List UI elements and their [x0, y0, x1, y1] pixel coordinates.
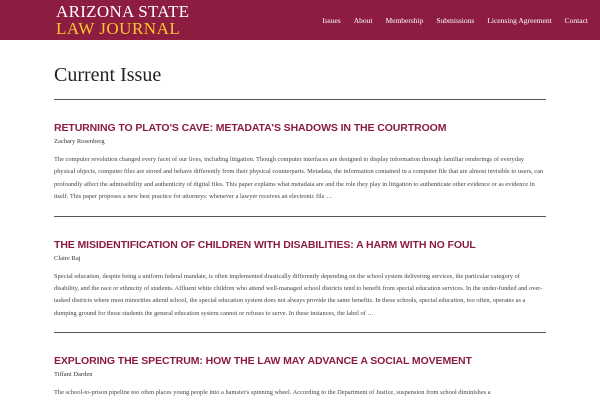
nav-submissions[interactable]: Submissions — [436, 15, 475, 25]
article-excerpt: The school-to-prison pipeline too often places young people into a hamster's spinning wheel. According to the Department of Justice, suspension from school diminishes a — [54, 389, 491, 397]
article-author: Tiffani Darden — [54, 371, 93, 379]
article-excerpt: The computer revolution changed every facet of our lives, including litigation. Though computer interfaces are designed to display information through familiar renderings of everyday physical objects, computer files are stored and behave differently from their physical counterparts. Metadata, the information contained in a computer file that are almost invisible to users, can profoundly affect the admissibility and authenticity of digital files. This paper explains what metadata are and the role they play in litigation to authenticate other evidence or as evidence in itself. This paper proposes a new best practice for attorneys: whenever a lawyer receives an electronic file … — [54, 156, 544, 201]
page-title: Current Issue — [54, 64, 162, 86]
main-nav — [309, 16, 588, 25]
article-title-link[interactable]: EXPLORING THE SPECTRUM: HOW THE LAW MAY ADVANCE A SOCIAL MOVEMENT — [54, 355, 472, 368]
nav-membership[interactable]: Membership — [385, 15, 424, 25]
nav-contact[interactable]: Contact — [564, 15, 588, 25]
article-item — [54, 333, 546, 399]
article-title-link[interactable]: THE MISIDENTIFICATION OF CHILDREN WITH DISABILITIES: A HARM WITH NO FOUL — [54, 238, 476, 251]
article-item — [54, 100, 546, 204]
site-logo[interactable] — [56, 3, 189, 37]
nav-issues[interactable]: Issues — [322, 15, 341, 25]
logo-line-2: LAW JOURNAL — [56, 19, 181, 38]
site-header — [0, 0, 600, 40]
article-excerpt: Special education, despite being a uniform federal mandate, is often implemented drastically differently depending on the school system delivering services, the particular category of disability, and the race or ethnicity of students. Affluent white children who attend well-managed school districts tend to benefit from special education services. In the under-funded and over-tasked districts where most minorities attend school, the special education system does not always provide the same benefits. In these schools, special education, too often, operates as a dumping ground for those students the general education system cannot or refuses to serve. In these instances, the label of … — [54, 272, 543, 317]
nav-licensing-agreement[interactable]: Licensing Agreement — [487, 15, 552, 25]
nav-about[interactable]: About — [353, 15, 373, 25]
main-content — [0, 63, 600, 400]
article-item — [54, 217, 546, 321]
logo-line-1: ARIZONA STATE — [56, 2, 190, 21]
article-title-link[interactable]: RETURNING TO PLATO'S CAVE: METADATA'S SHADOWS IN THE COURTROOM — [54, 122, 447, 134]
article-author: Zachary Rosenberg — [54, 138, 105, 145]
article-author: Claire Raj — [54, 254, 81, 262]
